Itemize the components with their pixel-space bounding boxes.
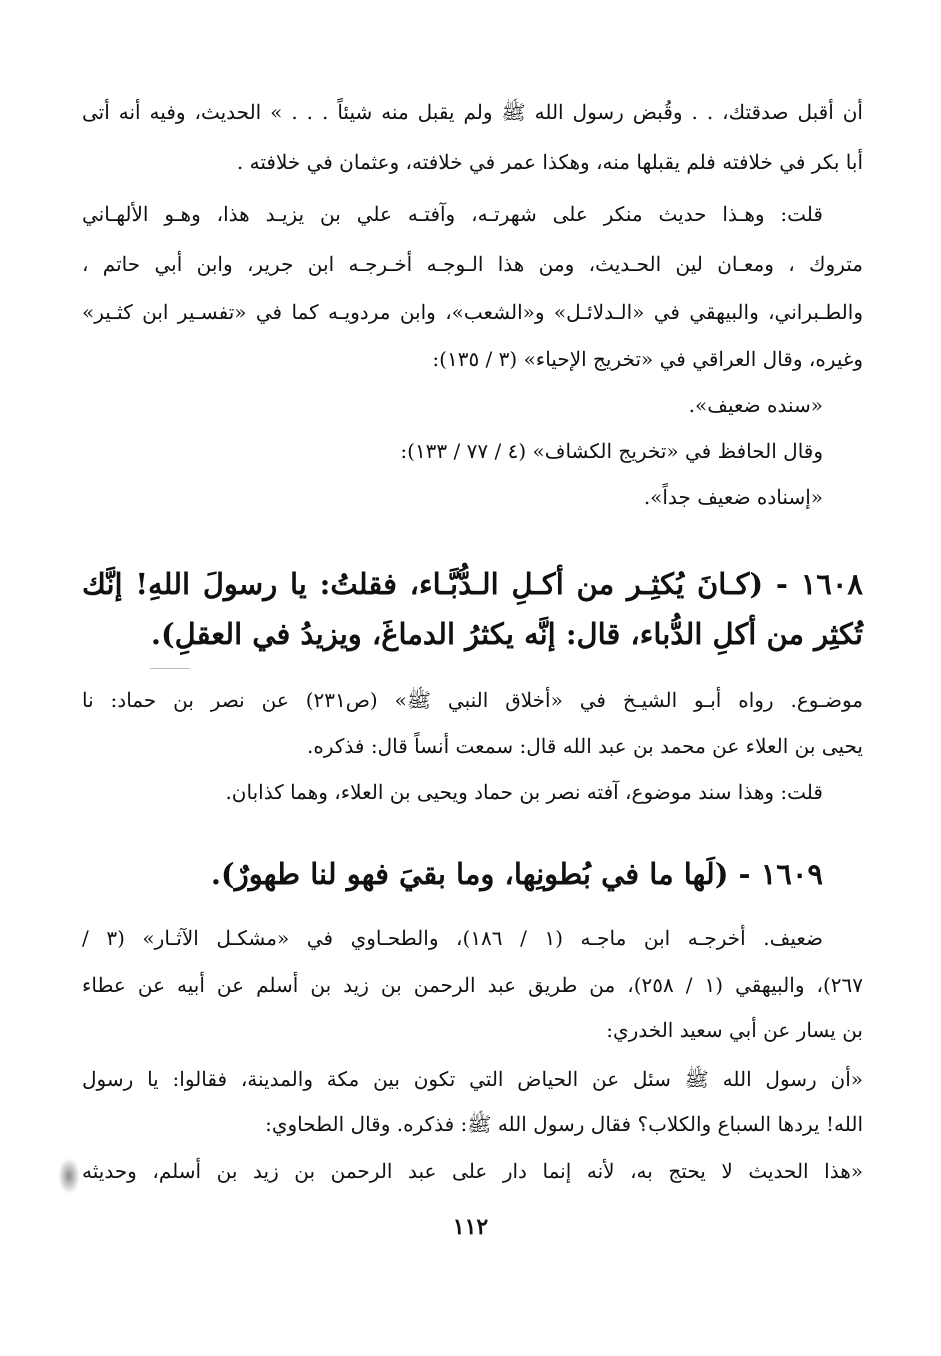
text-line-11: ضعيف. أخرجـه ابن ماجـه (١ / ١٨٦)، والطحـاوي في «مشكـل الآثـار» (٣ / [82, 926, 823, 950]
ink-smudge [58, 1158, 80, 1194]
scan-mark [150, 668, 190, 669]
quote-line-1: «سنده ضعيف». [688, 393, 823, 417]
text-line-10: قلت: وهذا سند موضوع، آفته نصر بن حماد ويحيى بن العلاء، وهما كذابان. [225, 780, 823, 804]
text-line-16: «هذا الحديث لا يحتج به، لأنه إنما دار على عبد الرحمن بن زيد بن أسلم، وحديثه [82, 1159, 863, 1183]
text-line-9: يحيى بن العلاء عن محمد بن عبد الله قال: سمعت أنساً قال: فذكره. [307, 734, 863, 758]
text-line-12: ٢٦٧)، والبيهقي (١ / ٢٥٨)، من طريق عبد الرحمن بن زيد بن أسلم عن أبيه عن عطاء [82, 973, 863, 997]
text-line-13: بن يسار عن أبي سعيد الخدري: [606, 1018, 863, 1042]
hadith-1608-title-line-1: ١٦٠٨ - (كـانَ يُكثِـر من أكـلِ الـدُّبَّـاء، فقلتُ: يا رسولَ اللهِ! إنَّك [82, 567, 863, 601]
quote-line-2: «إسناده ضعيف جداً». [643, 485, 823, 509]
hadith-1609-title: ١٦٠٩ - (لَها ما في بُطونِها، وما بقيَ فهو لنا طهورٌ). [210, 857, 823, 891]
text-line-1: أن أقبل صدقتك، . . وقُبض رسول الله ﷺ ولم يقبل منه شيئاً . . . » الحديث، وفيه أنه أتى [82, 100, 863, 124]
text-line-8: موضـوع. رواه أبـو الشيـخ في «أخلاق النبي ﷺ» (ص٢٣١) عن نصر بن حماد: نا [82, 688, 863, 712]
text-line-15: الله! يردها السباع والكلاب؟ فقال رسول الله ﷺ: فذكره. وقال الطحاوي: [265, 1112, 863, 1136]
text-line-2: أبا بكر في خلافته فلم يقبلها منه، وهكذا عمر في خلافته، وعثمان في خلافته . [236, 150, 863, 174]
text-line-6: وغيره، وقال العراقي في «تخريج الإحياء» (٣ / ١٣٥): [432, 347, 863, 371]
hadith-1608-title-line-2: تُكثِر من أكلِ الدُّباء، قال: إنَّه يكثرُ الدماغَ، ويزيدُ في العقلِ). [150, 617, 863, 651]
text-line-14: «أن رسول الله ﷺ سئل عن الحياض التي تكون بين مكة والمدينة، فقالوا: يا رسول [82, 1067, 863, 1091]
text-line-3: قلت: وهـذا حديث منكر على شهرتـه، وآفتـه علي بن يزيـد هذا، وهـو الألهـاني [82, 202, 823, 226]
text-line-5: والطـبراني، والبيهقي في «الـدلائـل» و«الشعب»، وابن مردويـه كما في «تفسـير ابن كثـير» [82, 300, 863, 324]
text-line-4: متروك ، ومعـان لين الحـديث، ومن هذا الـوجـه أخـرجـه ابن جرير، وابن أبي حاتم ، [82, 252, 863, 276]
page-number: ١١٢ [452, 1214, 489, 1240]
text-line-7: وقال الحافظ في «تخريج الكشاف» (٤ / ٧٧ / ١٣٣): [400, 439, 823, 463]
